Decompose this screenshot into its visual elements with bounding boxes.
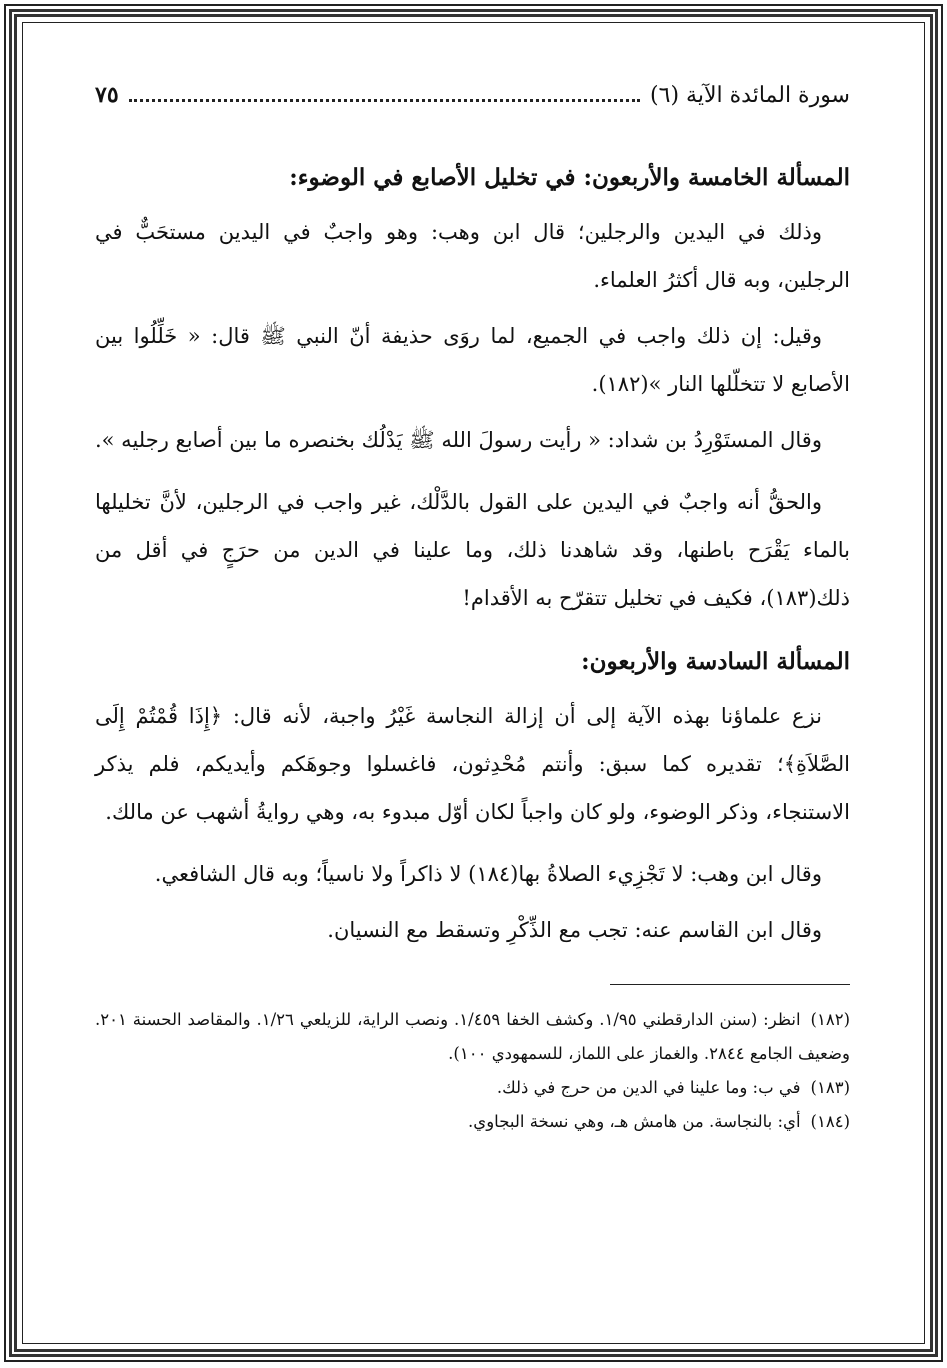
footnote-text: في ب: وما علينا في الدين من حرج في ذلك.	[496, 1078, 801, 1097]
dotted-leader	[129, 87, 640, 102]
footnote	[95, 1071, 850, 1105]
footnote-text: أي: بالنجاسة. من هامش هـ، وهي نسخة البجاوي.	[468, 1112, 801, 1131]
paragraph: وقال ابن وهب: لا تَجْزِيء الصلاةُ بها(١٨٤) لا ذاكراً ولا ناسياً؛ وبه قال الشافعي.	[154, 862, 822, 886]
paragraph: وقال المستَوْرِدُ بن شداد: « رأيت رسولَ الله ﷺ يَدْلُك بخنصره ما بين أصابع رجليه ».	[94, 428, 822, 452]
footnote-mark: (١٨٣)	[810, 1078, 850, 1097]
footnote-text: انظر: (سنن الدارقطني ١/٩٥. وكشف الخفا ١/٤٥٩. ونصب الراية، للزيلعي ١/٢٦. والمقاصد الحسنة ٢٠١. وضعيف الجامع ٢٨٤٤. والغماز على اللماز، للسمهودي ١٠٠).	[95, 1010, 850, 1063]
paragraph: نزع علماؤنا بهذه الآية إلى أن إزالة النجاسة غَيْرُ واجبة، لأنه قال: ﴿إِذَا قُمْتُمْ إِلَى الصَّلاَةِ﴾؛ تقديره كما سبق: وأنتم مُحْدِثون، فاغسلوا وجوهَكم وأيديكم، فلم يذكر الاستنجاء، وذكر الوضوء، ولو كان واجباً لكان أوّل مبدوء به، وهي روايةُ أشهب عن مالك.	[95, 704, 850, 824]
surah-title: سورة المائدة الآية (٦)	[650, 83, 850, 108]
footnote-separator	[610, 984, 850, 985]
footnote-mark: (١٨٢)	[810, 1010, 850, 1029]
paragraph: وقال ابن القاسم عنه: تجب مع الذِّكْرِ وتسقط مع النسيان.	[327, 918, 822, 942]
paragraph: والحقُّ أنه واجبٌ في اليدين على القول بالدَّلْك، غير واجب في الرجلين، لأنَّ تخليلها بالماء يَقْرَح باطنها، وقد شاهدنا ذلك، وما علينا في الدين من حرَجٍ في أقل من ذلك(١٨٣)، فكيف في تخليل تتقرّح به الأقدام!	[95, 490, 850, 610]
section-heading-46: المسألة السادسة والأربعون:	[581, 648, 850, 675]
paragraph: وذلك في اليدين والرجلين؛ قال ابن وهب: وهو واجبٌ في اليدين مستحَبٌّ في الرجلين، وبه قال أكثرُ العلماء.	[95, 220, 850, 292]
footnote-mark: (١٨٤)	[810, 1112, 850, 1131]
paragraph: وقيل: إن ذلك واجب في الجميع، لما روَى حذيفة أنّ النبي ﷺ قال: « خَلِّلُوا بين الأصابع لا تتخلّلها النار »(١٨٢).	[95, 324, 850, 396]
footnote	[95, 1003, 850, 1071]
section-heading-45: المسألة الخامسة والأربعون: في تخليل الأصابع في الوضوء:	[289, 164, 850, 191]
running-header	[95, 82, 850, 118]
page-number: ٧٥	[95, 82, 119, 108]
page-content	[95, 82, 850, 1302]
footnote	[95, 1105, 850, 1139]
